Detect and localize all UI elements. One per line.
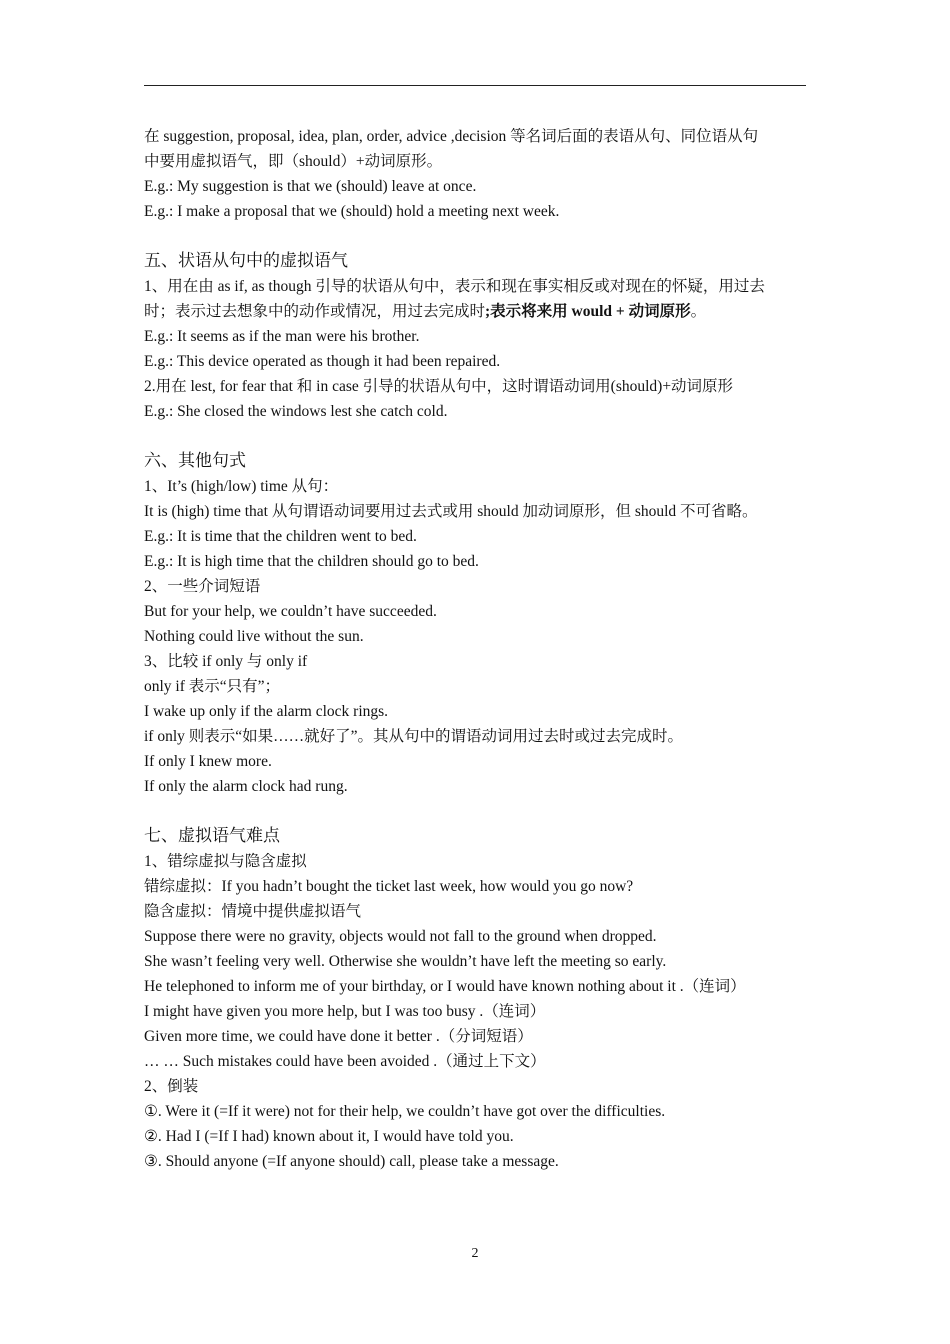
section-7-heading: 七、虚拟语气难点 [144, 826, 280, 846]
section-7-line: He telephoned to inform me of your birthday, or I would have known nothing about it .（连词） [144, 978, 746, 995]
section-7-line: Given more time, we could have done it better .（分词短语） [144, 1028, 533, 1045]
section-5-example-1: E.g.: It seems as if the man were his brother. [144, 328, 420, 345]
section-6-line: 3、比较 if only 与 only if [144, 653, 308, 670]
section-5-example-3: E.g.: She closed the windows lest she catch cold. [144, 403, 448, 420]
section-6-line: If only the alarm clock had rung. [144, 778, 348, 795]
spacer [144, 799, 810, 824]
section-7-line: 错综虚拟：If you hadn’t bought the ticket last week, how would you go now? [144, 878, 634, 895]
section-7-line: She wasn’t feeling very well. Otherwise she wouldn’t have left the meeting so early. [144, 953, 667, 970]
section-7-line: 隐含虚拟：情境中提供虚拟语气 [144, 903, 362, 920]
section-6-line: if only 则表示“如果……就好了”。其从句中的谓语动词用过去时或过去完成时。 [144, 728, 684, 745]
intro-example-2: E.g.: I make a proposal that we (should) hold a meeting next week. [144, 203, 560, 220]
section-5-example-2: E.g.: This device operated as though it had been repaired. [144, 353, 501, 370]
section-5-para-2: 2.用在 lest, for fear that 和 in case 引导的状语从句中，这时谓语动词用(should)+动词原形 [144, 378, 734, 395]
intro-line-1: 在 suggestion, proposal, idea, plan, order, advice ,decision 等名词后面的表语从句、同位语从句 [144, 128, 759, 145]
bold-text: ;表示将来用 would + 动词原形 [485, 303, 691, 320]
section-7-line: Suppose there were no gravity, objects would not fall to the ground when dropped. [144, 928, 657, 945]
section-6-line: E.g.: It is high time that the children should go to bed. [144, 553, 479, 570]
section-7-line: 2、倒装 [144, 1078, 199, 1095]
section-6-line: only if 表示“只有”； [144, 678, 281, 695]
section-5-para-1-line-2 [144, 299, 810, 324]
spacer [144, 424, 810, 449]
plain-text: 时；表示过去想象中的动作或情况，用过去完成时 [144, 303, 486, 320]
section-6-line: 2、一些介词短语 [144, 578, 261, 595]
section-6-heading: 六、其他句式 [144, 451, 246, 471]
spacer [144, 224, 810, 249]
section-6-line: But for your help, we couldn’t have succeeded. [144, 603, 437, 620]
section-6-line: 1、It’s (high/low) time 从句： [144, 478, 339, 495]
header-rule [144, 85, 806, 86]
section-6-line: If only I knew more. [144, 753, 272, 770]
document-body [144, 124, 810, 1174]
section-6-line: Nothing could live without the sun. [144, 628, 364, 645]
intro-example-1: E.g.: My suggestion is that we (should) leave at once. [144, 178, 477, 195]
section-7-line: I might have given you more help, but I was too busy .（连词） [144, 1003, 546, 1020]
section-6-line: E.g.: It is time that the children went to bed. [144, 528, 417, 545]
section-5-para-1-line-1: 1、用在由 as if, as though 引导的状语从句中，表示和现在事实相反或对现在的怀疑，用过去 [144, 278, 765, 295]
plain-text-end: 。 [690, 303, 707, 320]
section-6-line: It is (high) time that 从句谓语动词要用过去式或用 should 加动词原形，但 should 不可省略。 [144, 503, 758, 520]
page-number: 2 [471, 1246, 479, 1261]
intro-line-2: 中要用虚拟语气，即（should）+动词原形。 [144, 153, 443, 170]
section-7-line: ②. Had I (=If I had) known about it, I would have told you. [144, 1128, 514, 1145]
section-6-line: I wake up only if the alarm clock rings. [144, 703, 389, 720]
section-7-line: ①. Were it (=If it were) not for their help, we couldn’t have got over the difficulties. [144, 1103, 666, 1120]
section-7-line: ③. Should anyone (=If anyone should) call, please take a message. [144, 1153, 559, 1170]
section-5-heading: 五、状语从句中的虚拟语气 [144, 251, 348, 271]
section-7-line: 1、错综虚拟与隐含虚拟 [144, 853, 307, 870]
section-7-line: … … Such mistakes could have been avoided .（通过上下文） [144, 1053, 546, 1070]
